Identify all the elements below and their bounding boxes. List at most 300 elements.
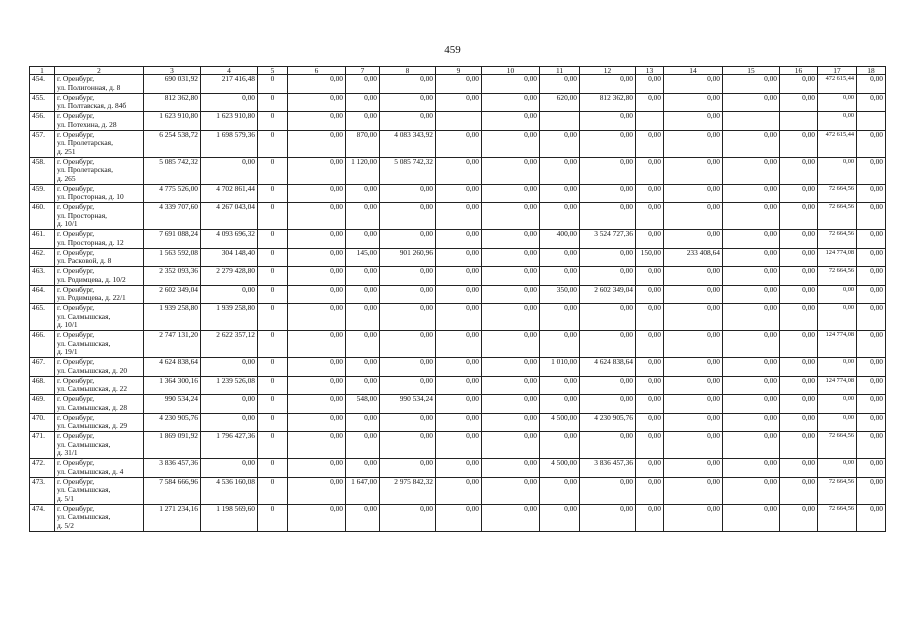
row-number-cell: 469.: [30, 395, 55, 414]
value-cell-col-3: 1 623 910,80: [144, 112, 201, 131]
value-cell-col-6: 0,00: [288, 93, 346, 112]
value-cell-col-18: 0,00: [857, 267, 886, 286]
value-cell-col-17: 0,00: [818, 459, 857, 478]
value-cell-col-12: 0,00: [580, 112, 636, 131]
value-cell-col-6: 0,00: [288, 203, 346, 230]
address-cell: [55, 267, 144, 286]
address-cell: [55, 75, 144, 94]
value-cell-col-15: 0,00: [723, 504, 780, 531]
value-cell-col-4: 217 416,48: [201, 75, 258, 94]
value-cell-col-12: 812 362,80: [580, 93, 636, 112]
value-cell-col-7: 0,00: [346, 504, 380, 531]
value-cell-col-16: 0,00: [780, 358, 818, 377]
row-number-cell: 462.: [30, 248, 55, 267]
row-number-cell: 467.: [30, 358, 55, 377]
value-cell-col-14: 0,00: [664, 432, 723, 459]
column-number-header: 11: [540, 67, 580, 75]
address-line: г. Оренбург,: [57, 229, 95, 238]
value-cell-col-8: 0,00: [380, 203, 436, 230]
address-line: г. Оренбург,: [57, 504, 95, 513]
value-cell-col-9: 0,00: [436, 432, 482, 459]
value-cell-col-9: 0,00: [436, 477, 482, 504]
address-line: ул. Потехина, д. 28: [57, 119, 117, 129]
value-cell-col-8: 0,00: [380, 413, 436, 432]
value-cell-col-17: 0,00: [818, 395, 857, 414]
value-cell-col-14: 0,00: [664, 376, 723, 395]
value-cell-col-14: 0,00: [664, 112, 723, 131]
address-cell: [55, 304, 144, 331]
row-number-cell: 474.: [30, 504, 55, 531]
value-cell-col-9: [436, 112, 482, 131]
row-number-cell: 458.: [30, 157, 55, 184]
value-cell-col-12: 0,00: [580, 157, 636, 184]
value-cell-col-14: 0,00: [664, 157, 723, 184]
value-cell-col-10: 0,00: [482, 413, 540, 432]
value-cell-col-3: 7 584 666,96: [144, 477, 201, 504]
value-cell-col-15: 0,00: [723, 184, 780, 203]
row-number-cell: 473.: [30, 477, 55, 504]
address-line: ул. Салмышская, д. 20: [57, 365, 128, 375]
row-number-cell: 471.: [30, 432, 55, 459]
value-cell-col-7: 0,00: [346, 358, 380, 377]
value-cell-col-5: 0: [258, 304, 288, 331]
value-cell-col-11: 0,00: [540, 75, 580, 94]
column-number-header: 16: [780, 67, 818, 75]
table-row: [30, 432, 886, 459]
value-cell-col-12: 4 230 905,76: [580, 413, 636, 432]
value-cell-col-4: 0,00: [201, 93, 258, 112]
value-cell-col-15: 0,00: [723, 285, 780, 304]
value-cell-col-7: 0,00: [346, 93, 380, 112]
value-cell-col-8: 0,00: [380, 432, 436, 459]
address-line: ул. Салмышская,: [57, 439, 111, 449]
value-cell-col-4: 1 623 910,80: [201, 112, 258, 131]
row-number-cell: 459.: [30, 184, 55, 203]
value-cell-col-3: 2 747 131,20: [144, 331, 201, 358]
value-cell-col-11: 4 500,00: [540, 413, 580, 432]
value-cell-col-18: 0,00: [857, 93, 886, 112]
value-cell-col-13: 0,00: [636, 376, 664, 395]
value-cell-col-15: 0,00: [723, 358, 780, 377]
address-line: ул. Родимцева, д. 22/1: [57, 293, 126, 303]
value-cell-col-3: 690 031,92: [144, 75, 201, 94]
column-number-header: 13: [636, 67, 664, 75]
value-cell-col-14: 0,00: [664, 230, 723, 249]
value-cell-col-17: 72 664,56: [818, 203, 857, 230]
value-cell-col-16: 0,00: [780, 203, 818, 230]
value-cell-col-12: 0,00: [580, 130, 636, 157]
address-cell: [55, 203, 144, 230]
column-number-header: 1: [30, 67, 55, 75]
value-cell-col-7: 0,00: [346, 432, 380, 459]
value-cell-col-4: 0,00: [201, 413, 258, 432]
value-cell-col-15: 0,00: [723, 203, 780, 230]
address-line: г. Оренбург,: [57, 111, 95, 120]
value-cell-col-15: 0,00: [723, 395, 780, 414]
value-cell-col-15: 0,00: [723, 230, 780, 249]
value-cell-col-11: 0,00: [540, 504, 580, 531]
value-cell-col-11: 0,00: [540, 157, 580, 184]
value-cell-col-3: 2 352 093,36: [144, 267, 201, 286]
value-cell-col-16: 0,00: [780, 248, 818, 267]
value-cell-col-4: 4 093 696,32: [201, 230, 258, 249]
value-cell-col-17: 124 774,08: [818, 331, 857, 358]
value-cell-col-6: 0,00: [288, 184, 346, 203]
value-cell-col-13: 0,00: [636, 432, 664, 459]
value-cell-col-17: 72 664,56: [818, 184, 857, 203]
column-number-header: 2: [55, 67, 144, 75]
value-cell-col-16: 0,00: [780, 130, 818, 157]
address-line: д. 10/1: [57, 320, 78, 330]
value-cell-col-11: 0,00: [540, 395, 580, 414]
value-cell-col-10: 0,00: [482, 248, 540, 267]
value-cell-col-15: 0,00: [723, 432, 780, 459]
value-cell-col-12: 0,00: [580, 203, 636, 230]
address-cell: [55, 93, 144, 112]
value-cell-col-6: 0,00: [288, 477, 346, 504]
value-cell-col-10: 0,00: [482, 376, 540, 395]
column-number-header: 10: [482, 67, 540, 75]
value-cell-col-13: 150,00: [636, 248, 664, 267]
column-number-header: 18: [857, 67, 886, 75]
address-line: ул. Просторная, д. 10: [57, 192, 124, 202]
value-cell-col-7: 1 647,00: [346, 477, 380, 504]
value-cell-col-16: 0,00: [780, 93, 818, 112]
row-number-cell: 461.: [30, 230, 55, 249]
value-cell-col-12: 4 624 838,64: [580, 358, 636, 377]
value-cell-col-3: 812 362,80: [144, 93, 201, 112]
value-cell-col-16: 0,00: [780, 376, 818, 395]
value-cell-col-14: 0,00: [664, 130, 723, 157]
table-row: [30, 267, 886, 286]
value-cell-col-16: 0,00: [780, 75, 818, 94]
address-line: ул. Салмышская, д. 29: [57, 421, 128, 431]
value-cell-col-12: 0,00: [580, 504, 636, 531]
address-line: ул. Расковой, д. 8: [57, 256, 112, 266]
value-cell-col-13: 0,00: [636, 459, 664, 478]
value-cell-col-5: 0: [258, 459, 288, 478]
value-cell-col-12: 3 836 457,36: [580, 459, 636, 478]
column-number-header: 9: [436, 67, 482, 75]
table-body: [30, 75, 886, 532]
value-cell-col-8: 4 083 343,92: [380, 130, 436, 157]
table-row: [30, 504, 886, 531]
value-cell-col-7: 0,00: [346, 184, 380, 203]
value-cell-col-13: 0,00: [636, 413, 664, 432]
value-cell-col-6: 0,00: [288, 358, 346, 377]
address-line: д. 265: [57, 173, 76, 183]
address-line: ул. Салмышская, д. 22: [57, 384, 128, 394]
value-cell-col-15: 0,00: [723, 75, 780, 94]
value-cell-col-8: 0,00: [380, 112, 436, 131]
address-line: г. Оренбург,: [57, 394, 95, 403]
address-cell: [55, 358, 144, 377]
value-cell-col-4: 0,00: [201, 285, 258, 304]
value-cell-col-6: 0,00: [288, 75, 346, 94]
table-row: [30, 304, 886, 331]
address-line: г. Оренбург,: [57, 477, 95, 486]
value-cell-col-12: 0,00: [580, 267, 636, 286]
table-row: [30, 248, 886, 267]
value-cell-col-10: 0,00: [482, 267, 540, 286]
value-cell-col-12: 0,00: [580, 248, 636, 267]
value-cell-col-4: 0,00: [201, 358, 258, 377]
address-line: г. Оренбург,: [57, 376, 95, 385]
value-cell-col-3: 1 563 592,08: [144, 248, 201, 267]
value-cell-col-4: 1 239 526,08: [201, 376, 258, 395]
address-line: ул. Родимцева, д. 10/2: [57, 274, 126, 284]
address-line: д. 10/1: [57, 219, 78, 229]
value-cell-col-12: 0,00: [580, 395, 636, 414]
value-cell-col-5: 0: [258, 413, 288, 432]
value-cell-col-3: 1 939 258,80: [144, 304, 201, 331]
value-cell-col-9: 0,00: [436, 130, 482, 157]
value-cell-col-13: 0,00: [636, 331, 664, 358]
value-cell-col-6: 0,00: [288, 432, 346, 459]
value-cell-col-7: 0,00: [346, 285, 380, 304]
value-cell-col-10: 0,00: [482, 112, 540, 131]
value-cell-col-3: 4 775 526,00: [144, 184, 201, 203]
value-cell-col-3: 4 624 838,64: [144, 358, 201, 377]
row-number-cell: 456.: [30, 112, 55, 131]
row-number-cell: 464.: [30, 285, 55, 304]
value-cell-col-8: 2 975 842,32: [380, 477, 436, 504]
address-line: ул. Пролетарская,: [57, 165, 113, 175]
address-cell: [55, 285, 144, 304]
value-cell-col-12: 0,00: [580, 331, 636, 358]
value-cell-col-7: 0,00: [346, 413, 380, 432]
value-cell-col-17: 72 664,56: [818, 504, 857, 531]
row-number-cell: 465.: [30, 304, 55, 331]
value-cell-col-18: 0,00: [857, 504, 886, 531]
value-cell-col-7: 0,00: [346, 230, 380, 249]
value-cell-col-18: 0,00: [857, 184, 886, 203]
value-cell-col-8: 0,00: [380, 459, 436, 478]
value-cell-col-3: 3 836 457,36: [144, 459, 201, 478]
address-cell: [55, 230, 144, 249]
row-number-cell: 466.: [30, 331, 55, 358]
value-cell-col-13: 0,00: [636, 395, 664, 414]
value-cell-col-15: 0,00: [723, 304, 780, 331]
value-cell-col-7: 548,00: [346, 395, 380, 414]
value-cell-col-11: 1 010,00: [540, 358, 580, 377]
value-cell-col-14: 0,00: [664, 184, 723, 203]
value-cell-col-14: 0,00: [664, 395, 723, 414]
column-number-header: 6: [288, 67, 346, 75]
value-cell-col-5: 0: [258, 230, 288, 249]
value-cell-col-6: 0,00: [288, 248, 346, 267]
value-cell-col-4: 1 198 569,60: [201, 504, 258, 531]
value-cell-col-6: 0,00: [288, 112, 346, 131]
value-cell-col-15: 0,00: [723, 477, 780, 504]
value-cell-col-6: 0,00: [288, 413, 346, 432]
value-cell-col-17: 72 664,56: [818, 230, 857, 249]
value-cell-col-12: 0,00: [580, 477, 636, 504]
table-row: [30, 93, 886, 112]
value-cell-col-10: 0,00: [482, 304, 540, 331]
value-cell-col-5: 0: [258, 331, 288, 358]
address-line: д. 31/1: [57, 448, 78, 458]
value-cell-col-18: 0,00: [857, 75, 886, 94]
value-cell-col-4: 1 796 427,36: [201, 432, 258, 459]
address-cell: [55, 184, 144, 203]
value-cell-col-7: 870,00: [346, 130, 380, 157]
row-number-cell: 463.: [30, 267, 55, 286]
row-number-cell: 470.: [30, 413, 55, 432]
value-cell-col-11: 0,00: [540, 376, 580, 395]
value-cell-col-9: 0,00: [436, 75, 482, 94]
value-cell-col-5: 0: [258, 112, 288, 131]
value-cell-col-15: 0,00: [723, 459, 780, 478]
column-number-header: 7: [346, 67, 380, 75]
address-line: ул. Салмышская,: [57, 311, 111, 321]
value-cell-col-17: 0,00: [818, 285, 857, 304]
value-cell-col-15: 0,00: [723, 376, 780, 395]
value-cell-col-8: 5 085 742,32: [380, 157, 436, 184]
table-row: [30, 477, 886, 504]
value-cell-col-18: 0,00: [857, 459, 886, 478]
value-cell-col-18: 0,00: [857, 413, 886, 432]
address-line: ул. Салмышская,: [57, 485, 111, 495]
row-number-cell: 454.: [30, 75, 55, 94]
address-line: ул. Салмышская, д. 28: [57, 402, 128, 412]
value-cell-col-18: 0,00: [857, 477, 886, 504]
value-cell-col-13: 0,00: [636, 157, 664, 184]
value-cell-col-13: 0,00: [636, 267, 664, 286]
address-line: ул. Просторная,: [57, 210, 107, 220]
value-cell-col-9: 0,00: [436, 203, 482, 230]
value-cell-col-7: 0,00: [346, 112, 380, 131]
value-cell-col-11: 4 500,00: [540, 459, 580, 478]
value-cell-col-8: 0,00: [380, 376, 436, 395]
address-line: г. Оренбург,: [57, 266, 95, 275]
value-cell-col-8: 0,00: [380, 504, 436, 531]
value-cell-col-6: 0,00: [288, 157, 346, 184]
value-cell-col-16: 0,00: [780, 285, 818, 304]
address-line: ул. Салмышская, д. 4: [57, 466, 124, 476]
value-cell-col-15: 0,00: [723, 267, 780, 286]
column-number-row: [30, 67, 886, 75]
column-number-header: 3: [144, 67, 201, 75]
value-cell-col-4: 1 698 579,36: [201, 130, 258, 157]
value-cell-col-4: 4 267 043,04: [201, 203, 258, 230]
value-cell-col-9: 0,00: [436, 248, 482, 267]
value-cell-col-13: 0,00: [636, 93, 664, 112]
value-cell-col-18: 0,00: [857, 432, 886, 459]
value-cell-col-11: 400,00: [540, 230, 580, 249]
value-cell-col-9: 0,00: [436, 376, 482, 395]
column-number-header: 14: [664, 67, 723, 75]
address-line: д. 5/1: [57, 493, 74, 503]
value-cell-col-3: 1 271 234,16: [144, 504, 201, 531]
value-cell-col-16: 0,00: [780, 157, 818, 184]
address-cell: [55, 376, 144, 395]
address-line: ул. Просторная, д. 12: [57, 237, 124, 247]
value-cell-col-13: 0,00: [636, 358, 664, 377]
value-cell-col-3: 1 869 091,92: [144, 432, 201, 459]
value-cell-col-5: 0: [258, 75, 288, 94]
value-cell-col-10: 0,00: [482, 459, 540, 478]
value-cell-col-18: 0,00: [857, 157, 886, 184]
value-cell-col-6: 0,00: [288, 331, 346, 358]
value-cell-col-17: 72 664,56: [818, 432, 857, 459]
value-cell-col-3: 2 602 349,04: [144, 285, 201, 304]
address-line: ул. Пролетарская,: [57, 138, 113, 148]
value-cell-col-12: 0,00: [580, 432, 636, 459]
value-cell-col-7: 0,00: [346, 331, 380, 358]
value-cell-col-18: 0,00: [857, 248, 886, 267]
value-cell-col-7: 0,00: [346, 75, 380, 94]
value-cell-col-7: 0,00: [346, 459, 380, 478]
table-row: [30, 331, 886, 358]
value-cell-col-10: 0,00: [482, 331, 540, 358]
value-cell-col-16: 0,00: [780, 395, 818, 414]
value-cell-col-11: 0,00: [540, 203, 580, 230]
value-cell-col-4: 4 536 160,08: [201, 477, 258, 504]
value-cell-col-16: 0,00: [780, 331, 818, 358]
value-cell-col-5: 0: [258, 93, 288, 112]
value-cell-col-13: 0,00: [636, 285, 664, 304]
value-cell-col-5: 0: [258, 285, 288, 304]
address-cell: [55, 130, 144, 157]
value-cell-col-13: 0,00: [636, 304, 664, 331]
value-cell-col-11: 0,00: [540, 130, 580, 157]
value-cell-col-14: 0,00: [664, 459, 723, 478]
value-cell-col-8: 0,00: [380, 93, 436, 112]
value-cell-col-11: 0,00: [540, 331, 580, 358]
value-cell-col-12: 0,00: [580, 304, 636, 331]
value-cell-col-4: 0,00: [201, 459, 258, 478]
value-cell-col-10: 0,00: [482, 93, 540, 112]
value-cell-col-13: 0,00: [636, 184, 664, 203]
value-cell-col-18: 0,00: [857, 203, 886, 230]
value-cell-col-8: 0,00: [380, 331, 436, 358]
address-line: г. Оренбург,: [57, 184, 95, 193]
address-cell: [55, 432, 144, 459]
value-cell-col-16: 0,00: [780, 504, 818, 531]
value-cell-col-11: 350,00: [540, 285, 580, 304]
value-cell-col-7: 1 120,00: [346, 157, 380, 184]
value-cell-col-14: 0,00: [664, 413, 723, 432]
address-line: г. Оренбург,: [57, 74, 95, 83]
value-cell-col-10: 0,00: [482, 184, 540, 203]
value-cell-col-16: [780, 112, 818, 131]
value-cell-col-16: 0,00: [780, 432, 818, 459]
table-row: [30, 459, 886, 478]
value-cell-col-11: [540, 112, 580, 131]
value-cell-col-8: 0,00: [380, 267, 436, 286]
value-cell-col-13: 0,00: [636, 130, 664, 157]
value-cell-col-14: 0,00: [664, 285, 723, 304]
value-cell-col-8: 0,00: [380, 358, 436, 377]
value-cell-col-5: 0: [258, 267, 288, 286]
value-cell-col-6: 0,00: [288, 459, 346, 478]
value-cell-col-11: 0,00: [540, 304, 580, 331]
value-cell-col-17: 0,00: [818, 112, 857, 131]
row-number-cell: 457.: [30, 130, 55, 157]
value-cell-col-9: 0,00: [436, 413, 482, 432]
value-cell-col-7: 0,00: [346, 203, 380, 230]
value-cell-col-5: 0: [258, 477, 288, 504]
value-cell-col-17: 72 664,56: [818, 477, 857, 504]
value-cell-col-5: 0: [258, 248, 288, 267]
address-line: ул. Полигонная, д. 8: [57, 82, 121, 92]
row-number-cell: 455.: [30, 93, 55, 112]
value-cell-col-8: 990 534,24: [380, 395, 436, 414]
address-line: г. Оренбург,: [57, 93, 95, 102]
value-cell-col-13: 0,00: [636, 203, 664, 230]
value-cell-col-4: 0,00: [201, 157, 258, 184]
